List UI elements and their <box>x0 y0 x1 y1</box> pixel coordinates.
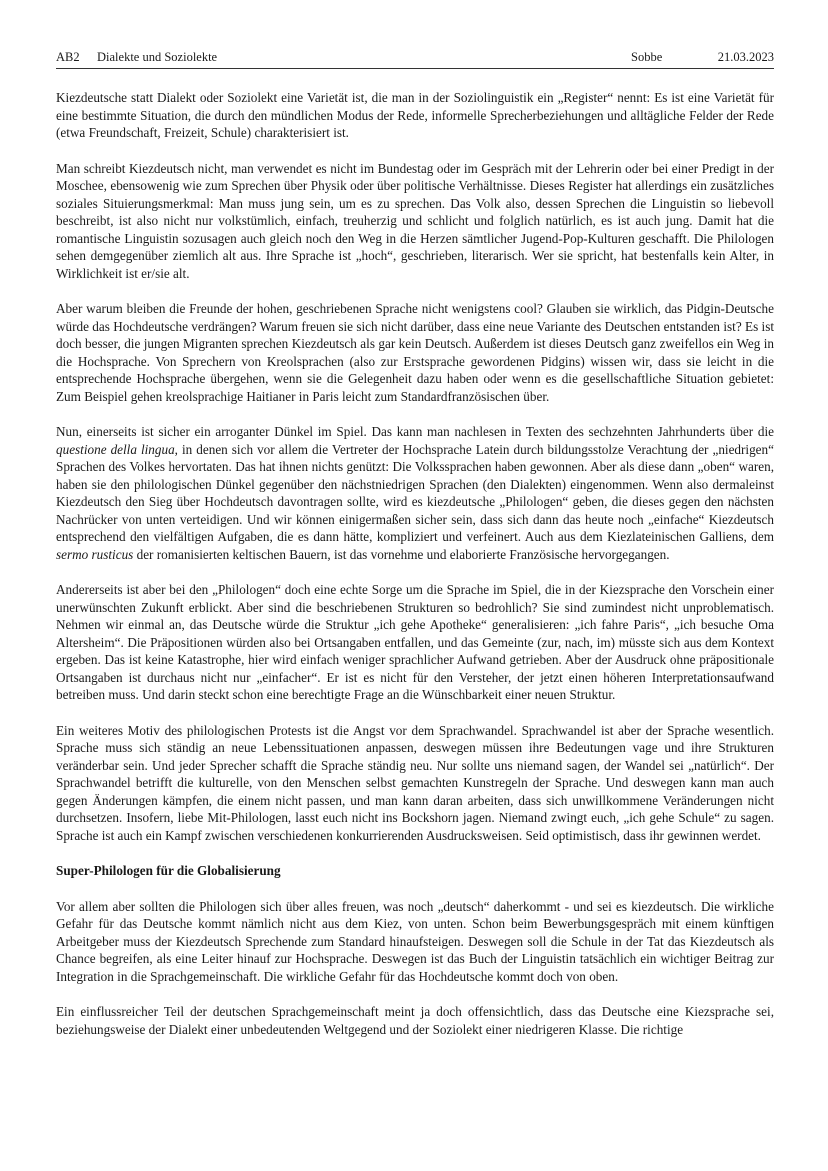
document-date: 21.03.2023 <box>717 50 774 64</box>
paragraph-6: Ein weiteres Motiv des philologischen Protests ist die Angst vor dem Sprachwandel. Sprachwandel ist aber der Sprache wesentlich. Sprache muss sich ständig an neue Lebenssituationen anpassen, deswegen müssen ihre Bedeutungen vage und ihre Strukturen veränderbar sein. Und jeder Sprecher schafft die Sprache ständig neu. Nur sollte uns niemand sagen, der Wandel sei „natürlich“. Der Sprachwandel betrifft die kulturelle, von den Menschen selbst gemachten Kunstregeln der Sprache. Und deswegen kann man auch gegen Änderungen kämpfen, die einem nicht passen, und man kann daran arbeiten, dass sich unwillkommene Veränderungen nicht durchsetzen. Insofern, liebe Mit-Philologen, lasst euch nicht ins Bockshorn jagen. Niemand zwingt euch, „ich gehe Schule“ zu sagen. Sprache ist auch ein Kampf zwischen verschiedenen konkurrierenden Ausdrucksweisen. Seid optimistisch, dass ihr gewinnen werdet. <box>56 722 774 843</box>
paragraph-1: Kiezdeutsche statt Dialekt oder Soziolekt eine Varietät ist, die man in der Soziolinguistik ein „Register“ nennt: Es ist eine Varietät für eine bestimmte Situation, die durch den mündlichen Modus der Rede, informelle Sprecherbeziehungen und alltägliche Felder der Rede (etwa Freundschaft, Freizeit, Schule) charakterisiert ist. <box>56 90 774 140</box>
paragraph-3: Aber warum bleiben die Freunde der hohen, geschriebenen Sprache nicht wenigstens cool? Glauben sie wirklich, das Pidgin-Deutsche würde das Hochdeutsche verdrängen? Warum freuen sie sich nicht darüber, dass eine neue Variante des Deutschen entstanden ist? Es ist doch besser, die jungen Migranten sprechen Kiezdeutsch als gar kein Deutsch. Außerdem ist dieses Deutsch ganz zweifellos ein Weg in die Hochsprache. Von Sprechern von Kreolsprachen (also zur Erstsprache gewordenen Pidgins) wissen wir, dass sie leicht in die entsprechende Hochsprache übergehen, wenn sie die Gelegenheit dazu haben oder wenn es die gesellschaftliche Situation gebietet: Zum Beispiel gehen kreolsprachige Haitianer in Paris leicht zum Standardfranzösischen über. <box>56 301 774 404</box>
paragraph-8: Ein einflussreicher Teil der deutschen Sprachgemeinschaft meint ja doch offensichtlich, dass das Deutsche eine Kiezsprache sei, beziehungsweise der Dialekt einer unbedeutenden Weltgegend und der Soziolekt einer niedrigeren Klasse. Die richtige <box>56 1004 774 1037</box>
document-body <box>56 89 774 1056</box>
section-heading: Super-Philologen für die Globalisierung <box>56 863 281 878</box>
page-header <box>56 50 774 69</box>
worksheet-title: Dialekte und Soziolekte <box>97 50 218 64</box>
paragraph-4-text-b: , in denen sich vor allem die Vertreter der Hochsprache Latein durch bildungsstolze Verachtung der „niedrigen“ Sprachen des Volkes hervortaten. Das hat ihnen nichts genützt: Die Volkssprachen haben gewonnen. Aber als diese dann „oben“ waren, haben sie den philologischen Dünkel gegenüber den nächstniedrigen Sprachen (den Dialekten) eingenommen. Wenn also dermaleinst Kiezdeutsch den Sieg über Hochdeutsch davontragen sollte, wird es kiezdeutsche „Philologen“ geben, die dieses gegen den nächsten Nachrücker von unten verteidigen. Und wir können einigermaßen sicher sein, dass sich dann das heute noch „einfache“ Kiezdeutsch entsprechend den vielfältigen Aufgaben, die es dann hätte, kompliziert und verfeinert. Auch aus dem Kiezlateinischen Galliens, dem <box>56 441 774 544</box>
paragraph-2: Man schreibt Kiezdeutsch nicht, man verwendet es nicht im Bundestag oder im Gespräch mit der Lehrerin oder bei einer Predigt in der Moschee, ebensowenig wie zum Sprechen über Physik oder über politische Verhältnisse. Dieses Register hat allerdings ein zusätzliches soziales Situierungsmerkmal: Man muss jung sein, um es zu sprechen. Das Volk also, dessen Sprechen die Linguistin so liebevoll beschreibt, ist also nicht nur volkstümlich, einfach, treuherzig und schlicht und folglich natürlich, es ist auch jung. Damit hat die romantische Linguistin sozusagen auch gleich noch den Weg in die Herzen sämtlicher Jugend-Pop-Kulturen geschafft. Die Philologen sehen demgegenüber ziemlich alt aus. Ihre Sprache ist „hoch“, geschrieben, literarisch. Wer sie spricht, hat bestenfalls kein Alter, in Wirklichkeit ist er/sie alt. <box>56 160 774 281</box>
italic-term-sermo-rusticus: sermo rusticus <box>56 546 134 562</box>
paragraph-7: Vor allem aber sollten die Philologen sich über alles freuen, was noch „deutsch“ daherkommt - und sei es kiezdeutsch. Die wirkliche Gefahr für das Deutsche kommt nämlich nicht aus dem Kiez, von unten. Schon beim Bewerbungsgespräch mit einem künftigen Arbeitgeber muss der Kiezdeutsch Sprechende zum Standard hinaufsteigen. Deswegen soll die Schule in der Tat das Kiezdeutsch als Chance begreifen, als eine Leiter hinauf zur Hochsprache. Deswegen ist das Buch der Linguistin tatsächlich ein wichtiger Beitrag zur Integration in die Sprachgemeinschaft. Die wirkliche Gefahr für das Hochdeutsche kommt doch von oben. <box>56 898 774 984</box>
paragraph-4 <box>56 423 774 563</box>
paragraph-4-text-a: Nun, einerseits ist sicher ein arroganter Dünkel im Spiel. Das kann man nachlesen in Texten des sechzehnten Jahrhunderts über die <box>56 424 774 439</box>
paragraph-4-text-c: der romanisierten keltischen Bauern, ist das vornehme und elaborierte Französische hervorgegangen. <box>133 546 670 562</box>
paragraph-5: Andererseits ist aber bei den „Philologen“ doch eine echte Sorge um die Sprache im Spiel, die in der Kiezsprache den Vorschein einer unerwünschten Zukunft erblickt. Aber sind die beschriebenen Strukturen so bedrohlich? Sie sind zumindest nicht unproblematisch. Nehmen wir einmal an, das Deutsche würde die Struktur „ich gehe Apotheke“ generalisieren: „ich fahre Paris“, „ich besuche Oma Altersheim“. Die Präpositionen würden also bei Ortsangaben entfallen, und das Gemeinte (zur, nach, im) müsste sich aus dem Kontext ergeben. Das ist keine Katastrophe, hier wird einfach weniger sprachlicher Aufwand getrieben. Aber der Ausdruck ohne präpositionale Ortsangaben ist durchaus nicht nur „einfacher“. Er ist es nicht für den Versteher, der jetzt einen höheren Interpretationsaufwand betreiben muss. Und darin steckt schon eine berechtigte Frage an die Wünschbarkeit einer neuen Struktur. <box>56 582 774 702</box>
worksheet-code: AB2 <box>56 50 80 64</box>
italic-term-questione: questione della lingua <box>56 441 175 457</box>
author-name: Sobbe <box>631 50 663 64</box>
